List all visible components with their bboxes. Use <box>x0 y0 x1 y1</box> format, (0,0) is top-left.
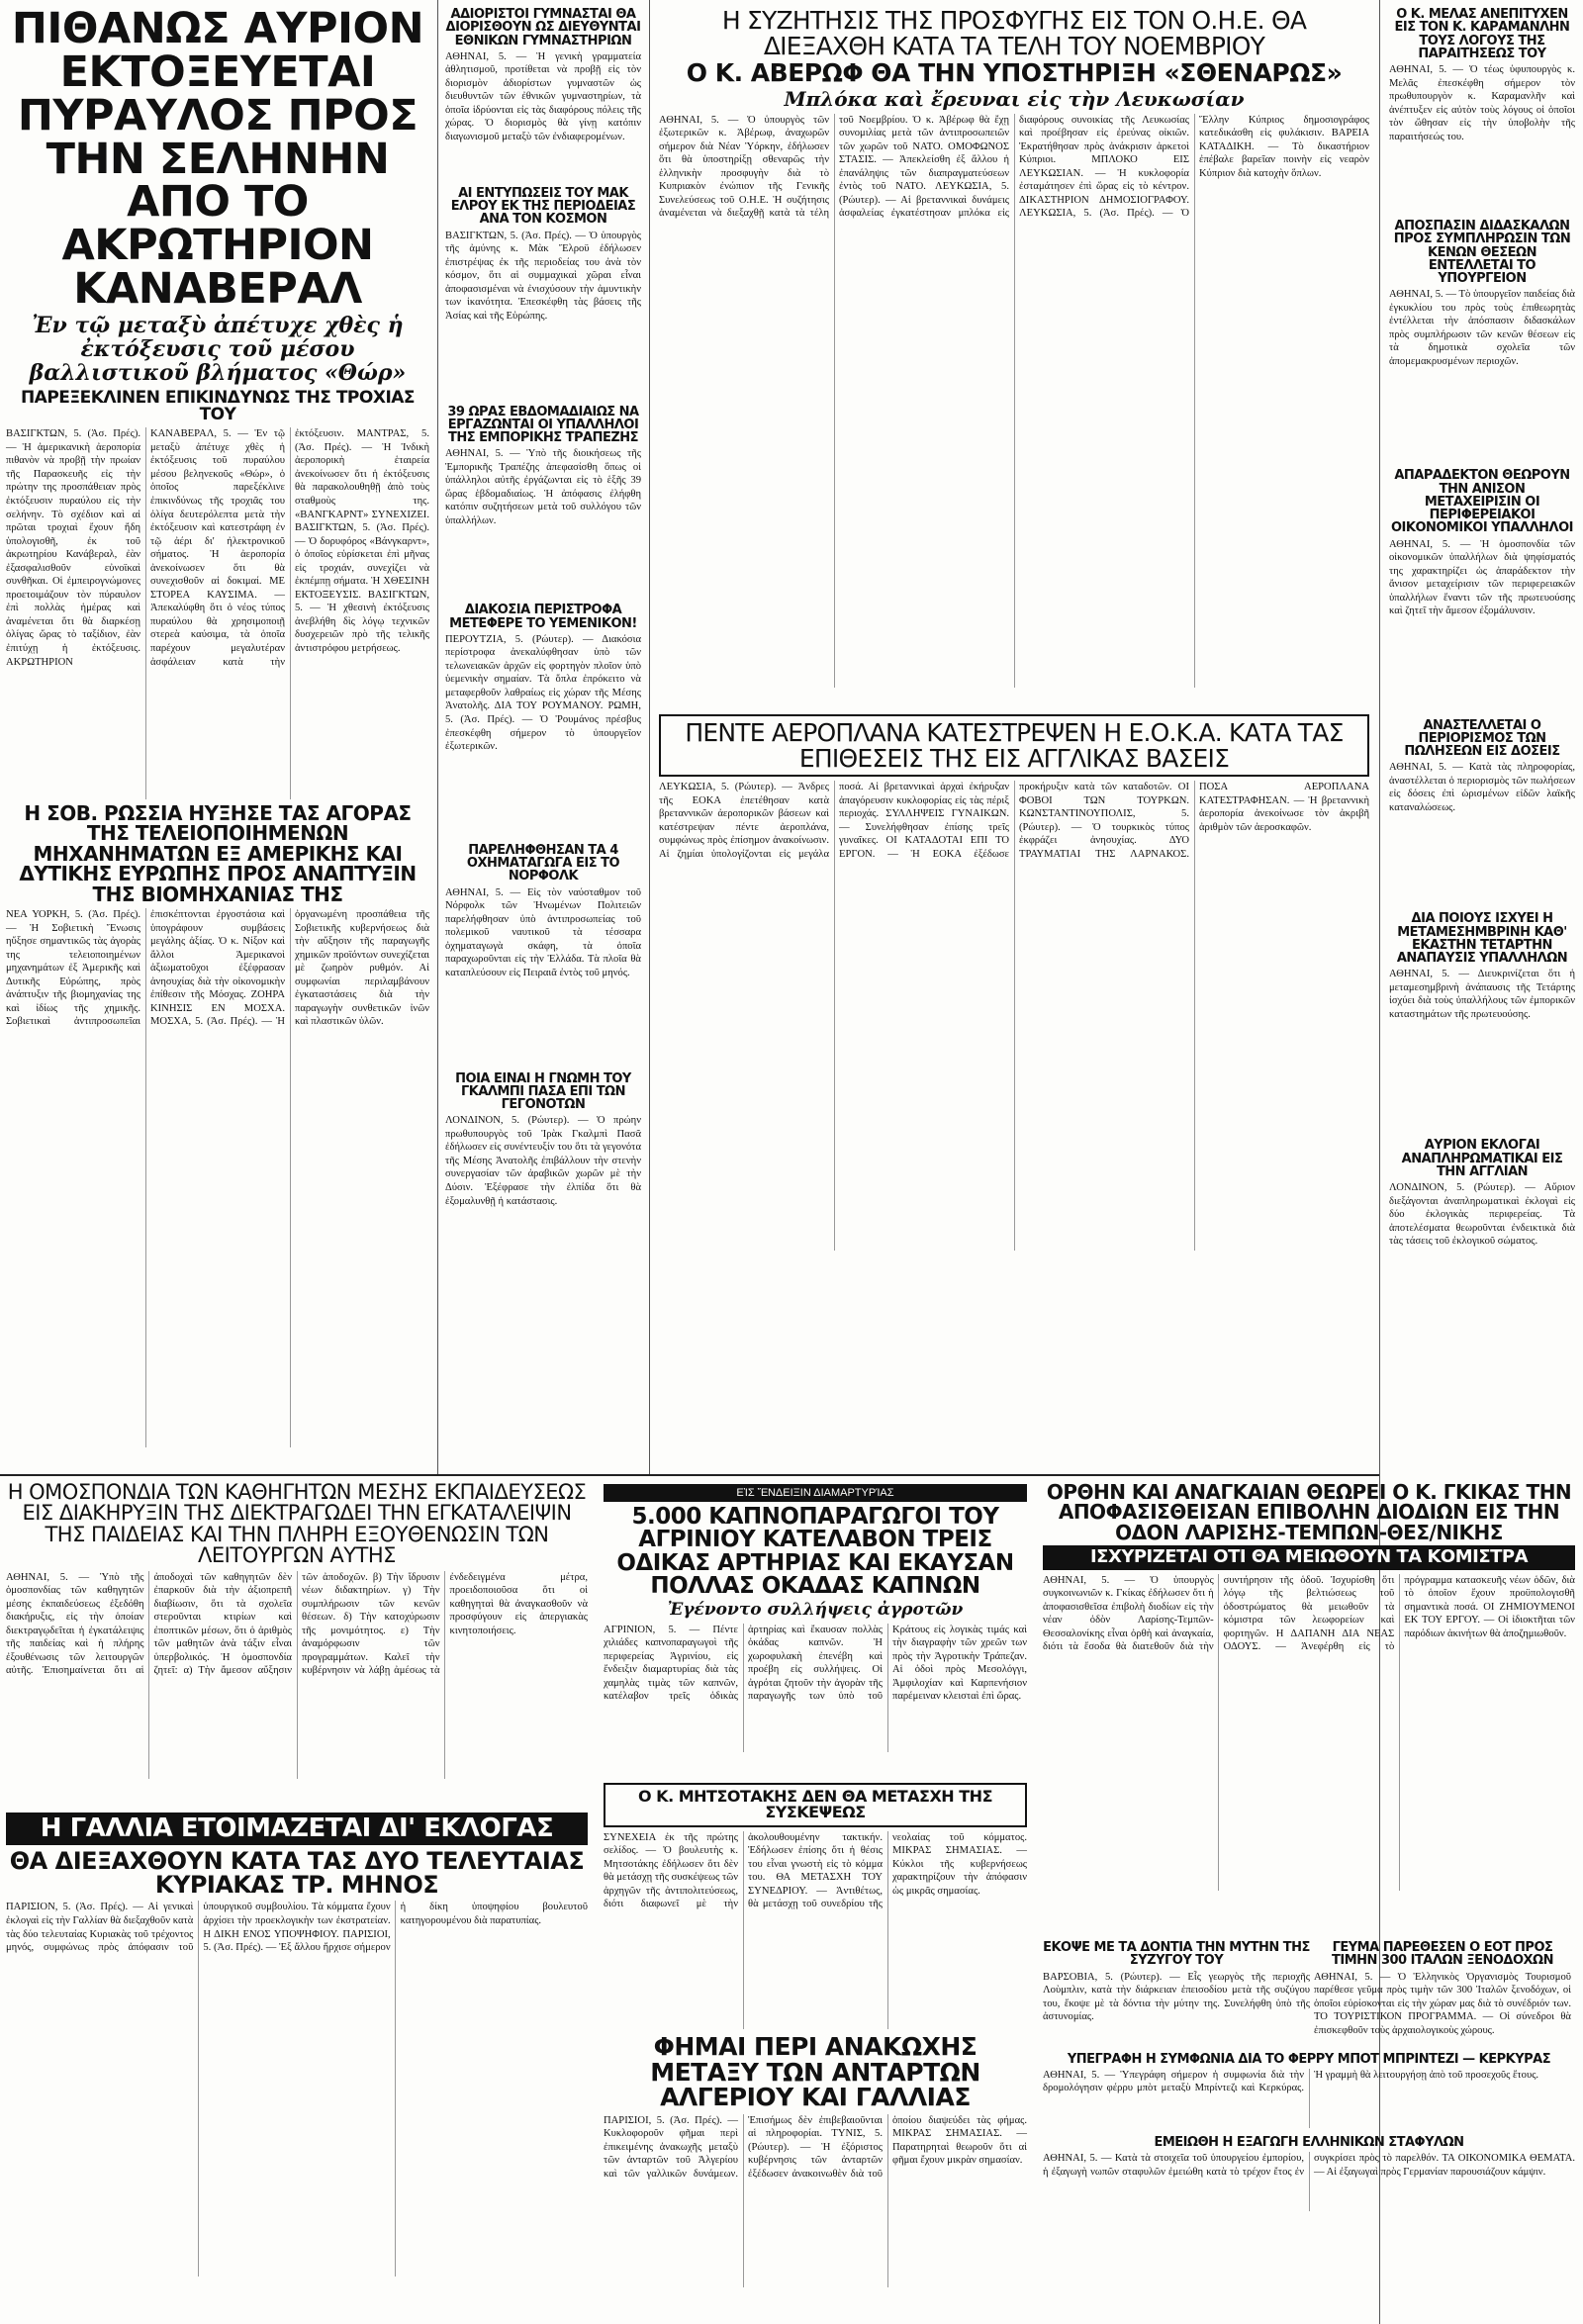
article-headline: ΔΙΑΚΟΣΙΑ ΠΕΡΙΣΤΡΟΦΑ ΜΕΤΕΦΕΡΕ ΤΟ ΥΕΜΕΝΙΚΟΝ! <box>449 603 637 631</box>
article-body: ΛΟΝΔΙΝΟΝ, 5. (Ρώυτερ). — Αὔριον διεξάγονται ἀναπληρωματικαὶ ἐκλογαὶ εἰς δύο ἐκλογικὰς περιφερείας. Τὰ ἀποτελέσματα θεωροῦνται ἐνδεικτικὰ διὰ τὰς τάσεις τοῦ ἐκλογικοῦ σώματος. <box>1389 1182 1575 1248</box>
article-kicker: ΕἸΣ ἜΝΔΕΙΞΙΝ ΔΙΑΜΑΡΤΥΡΊΑΣ <box>604 1484 1027 1502</box>
article-body: ΑΘΗΝΑΙ, 5. — Ὑπὸ τῆς διοικήσεως τῆς Ἐμπορικῆς Τραπέζης ἀπεφασίσθη ὅπως οἱ ὑπάλληλοι αὐτῆς ἐργάζωνται εἰς τὸ ἑξῆς 39 ὥρας ἑβδομαδιαίως. Ἡ ἀπόφασις ἐλήφθη κατόπιν συζητήσεων μετὰ τοῦ συλλόγου τῶν ὑπαλλήλων. <box>445 448 641 526</box>
article-mitsotakis <box>598 1783 1033 2030</box>
article-grape-exports <box>1043 2136 1575 2211</box>
article-moon-rocket <box>0 8 435 799</box>
article-body: ΑΘΗΝΑΙ, 5. — Τὸ ὑπουργεῖον παιδείας διὰ ἐγκυκλίου του πρὸς τοὺς ἐπιθεωρητὰς ἐντέλλεται τὴν ἀπόσπασιν διδασκάλων πρὸς συμπλήρωσιν τῶν κενῶν θέσεων εἰς τὰ δημοτικὰ σχολεῖα τῶν ἀπομεμακρυσμένων περιοχῶν. <box>1389 289 1575 367</box>
article-france-elections <box>0 1813 594 2319</box>
article-headline: ΕΚΟΨΕ ΜΕ ΤΑ ΔΟΝΤΙΑ ΤΗΝ ΜΥΤΗΝ ΤΗΣ ΣΥΖΥΓΟΥ ΤΟΥ <box>1043 1941 1310 1969</box>
article-body: ΝΕΑ ΥΟΡΚΗ, 5. (Ἀσ. Πρές). — Ἡ Σοβιετικὴ Ἕνωσις ηὔξησε σημαντικῶς τὰς ἀγορὰς της τελειοποιημένων μηχανημάτων ἐξ Ἀμερικῆς καὶ Δυτικῆς Εὐρώπης, πρὸς ἀνάπτυξιν τῆς βιομηχανίας της καὶ ἰδίως τῆς χημικῆς. Σοβιετικαὶ ἀντιπροσωπεῖαι ἐπισκέπτονται ἐργοστάσια καὶ ὑπογράφουν συμβάσεις μεγάλης ἀξίας. Ὁ κ. Νίξον καὶ ἄλλοι Ἀμερικανοὶ ἀξιωματοῦχοι ἐξέφρασαν ἀνησυχίας διὰ τὴν οἰκονομικὴν ἐπίθεσιν τῆς Μόσχας. ΖΟΗΡΑ ΚΙΝΗΣΙΣ ΕΝ ΜΟΣΧΑ. ΜΟΣΧΑ, 5. (Ἀσ. Πρές). — Ἡ ὀργανωμένη προσπάθεια τῆς Σοβιετικῆς κυβερνήσεως διὰ τὴν αὔξησιν τῆς παραγωγῆς χημικῶν προϊόντων συνεχίζεται μὲ ζωηρὸν ρυθμόν. Αἱ συμφωνίαι περιλαμβάνουν ἐγκαταστάσεις διὰ τὴν παραγωγὴν συνθετικῶν ἰνῶν καὶ πλαστικῶν ὑλῶν. <box>6 908 429 1028</box>
article-body: ΠΕΡΟΥΤΖΙΑ, 5. (Ρώυτερ). — Διακόσια περίστροφα ἀνεκαλύφθησαν ὑπὸ τῶν τελωνειακῶν ἀρχῶν εἰς φορτηγὸν πλοῖον ὑπὸ ὑεμενικὴν σημαίαν. Τὰ ὅπλα ἐπρόκειτο νὰ μεταφερθοῦν λαθραίως εἰς χώραν τῆς Μέσης Ἀνατολῆς. ΔΙΑ ΤΟΥ ΡΟΥΜΑΝΟΥ. ΡΩΜΗ, 5. (Ἀσ. Πρές). — Ὁ Ῥουμάνος πρέσβυς ἐπεσκέφθη σήμερον τὸ ὑπουργεῖον ἐξωτερικῶν. <box>445 633 641 753</box>
article-eoka-aircraft <box>653 714 1375 1268</box>
lower-right-column <box>1037 1941 1581 2319</box>
article-gikas-tolls <box>1037 1482 1581 1937</box>
article-body: ΑΘΗΝΑΙ, 5. — Ὑπεγράφη σήμερον ἡ συμφωνία διὰ τὴν δρομολόγησιν φέρρυ μπὸτ μεταξὺ Μπρίντεζι καὶ Κερκύρας. Ἡ γραμμὴ θὰ λειτουργήσῃ ἀπὸ τοῦ προσεχοῦς ἔτους. <box>1043 2069 1539 2094</box>
article-headline-secondary: ΘΑ ΔΙΕΞΑΧΘΟΥΝ ΚΑΤΑ ΤΑΣ ΔΥΟ ΤΕΛΕΥΤΑΙΑΣ ΚΥΡΙΑΚΑΣ ΤΡ. ΜΗΝΟΣ <box>9 1846 585 1899</box>
article-headline: ΥΠΕΓΡΑΦΗ Η ΣΥΜΦΩΝΙΑ ΔΙΑ ΤΟ ΦΕΡΡΥ ΜΠΟΤ ΜΠΡΙΝΤΕΖΙ — ΚΕΡΚΥΡΑΣ <box>1067 2051 1551 2067</box>
article-body: ΑΓΡΙΝΙΟΝ, 5. — Πέντε χιλιάδες καπνοπαραγωγοὶ τῆς περιφερείας Ἀγρινίου, εἰς ἔνδειξιν διαμαρτυρίας διὰ τὰς χαμηλὰς τιμὰς τῶν καπνῶν, κατέλαβον τρεῖς ὁδικὰς ἀρτηρίας καὶ ἔκαυσαν πολλὰς ὀκάδας καπνῶν. Ἡ χωροφυλακὴ ἐπενέβη καὶ προέβη εἰς συλλήψεις. Οἱ ἀγρόται ζητοῦν τὴν ἀγορὰν τῆς παραγωγῆς των ὑπὸ τοῦ Κράτους εἰς λογικὰς τιμάς καὶ τὴν διαγραφὴν τῶν χρεῶν των πρὸς τὴν Ἀγροτικὴν Τράπεζαν. Αἱ ὁδοὶ πρὸς Μεσολόγγι, Ἀμφιλοχίαν καὶ Καρπενήσιον παρέμειναν κλεισταὶ ἐπὶ ὥρας. <box>604 1624 1027 1703</box>
article-headline: ΠΙΘΑΝΩΣ ΑΥΡΙΟΝ ΕΚΤΟΞΕΥΕΤΑΙ ΠΥΡΑΥΛΟΣ ΠΡΟΣ ΤΗΝ ΣΕΛΗΝΗΝ ΑΠΟ ΤΟ ΑΚΡΩΤΗΡΙΟΝ ΚΑΝΑΒΕΡΑΛ <box>11 8 424 315</box>
article-tobacco-growers <box>598 1482 1033 1779</box>
article-ferry-agreement <box>1043 2053 1575 2128</box>
column-rule <box>649 0 650 1474</box>
article-algeria-truce <box>598 2034 1033 2319</box>
article-body: ΠΑΡΙΣΙΟΝ, 5. (Ἀσ. Πρές). — Αἱ γενικαὶ ἐκλογαὶ εἰς τὴν Γαλλίαν θὰ διεξαχθοῦν κατὰ τὰς δύο τελευταίας Κυριακὰς τοῦ τρέχοντος μηνός, συμφώνως πρὸς ἀπόφασιν τοῦ ὑπουργικοῦ συμβουλίου. Τὰ κόμματα ἔχουν ἀρχίσει τὴν προεκλογικὴν των ἐκστρατείαν. Η ΔΙΚΗ ΕΝΟΣ ΥΠΟΨΗΦΙΟΥ. ΠΑΡΙΣΙΟΙ, 5. (Ἀσ. Πρές). — Ἐξ ἄλλου ἤρχισε σήμερον ἡ δίκη ὑποψηφίου βουλευτοῦ κατηγορουμένου διὰ παρατυπίας. <box>6 1902 588 1954</box>
middle-column <box>439 8 647 1468</box>
article-subheadline: Μπλόκα καὶ ἔρευναι εἰς τὴν Λευκωσίαν <box>784 86 1245 111</box>
article-headline: Ο Κ. ΜΕΛΑΣ ΑΝΕΠΙΤΥΧΕΝ ΕΙΣ ΤΟΝ Κ. ΚΑΡΑΜΑΝΛΗΝ ΤΟΥΣ ΛΟΓΟΥΣ ΤΗΣ ΠΑΡΑΙΤΗΣΕΩΣ ΤΟΥ <box>1394 8 1570 61</box>
article-headline: ΑΔΙΟΡΙΣΤΟΙ ΓΥΜΝΑΣΤΑΙ ΘΑ ΔΙΟΡΙΣΘΟΥΝ ΩΣ ΔΙΕΥΘΥΝΤΑΙ ΕΘΝΙΚΩΝ ΓΥΜΝΑΣΤΗΡΙΩΝ <box>445 8 641 48</box>
article-headline: 39 ΩΡΑΣ ΕΒΔΟΜΑΔΙΑΙΩΣ ΝΑ ΕΡΓΑΖΩΝΤΑΙ ΟΙ ΥΠΑΛΛΗΛΟΙ ΤΗΣ ΕΜΠΟΡΙΚΗΣ ΤΡΑΠΕΖΗΣ <box>447 404 639 445</box>
article-teacher-secondment <box>1389 220 1575 461</box>
article-body: ΣΥΝΕΧΕΙΑ ἐκ τῆς πρώτης σελίδος. — Ὁ βουλευτὴς κ. Μητσοτάκης ἐδήλωσεν ὅτι δὲν θὰ μετάσχῃ τῆς συσκέψεως τῶν ἀρχηγῶν τῆς ἀντιπολιτεύσεως, διότι διαφωνεῖ μὲ τὴν ἀκολουθουμένην τακτικήν. Ἐδήλωσεν ἐπίσης ὅτι ἡ θέσις του εἶναι γνωστὴ εἰς τὸ κόμμα του. ΘΑ ΜΕΤΑΣΧΗ ΤΟΥ ΣΥΝΕΔΡΙΟΥ. — Ἀντιθέτως, θὰ μετάσχῃ τοῦ συνεδρίου τῆς νεολαίας τοῦ κόμματος. ΜΙΚΡΑΣ ΣΗΜΑΣΙΑΣ. — Κύκλοι τῆς κυβερνήσεως χαρακτηρίζουν τὴν ἀπόφασιν ὡς μικρᾶς σημασίας. <box>604 1831 1027 1910</box>
article-body: ΑΘΗΝΑΙ, 5. — Ὁ τέως ὑφυπουργὸς κ. Μελᾶς ἐπεσκέφθη σήμερον τὸν πρωθυπουργὸν κ. Καραμανλῆν καὶ ἀνέπτυξεν εἰς αὐτὸν τοὺς λόγους οἱ ὁποῖοι τὸν ὤθησαν εἰς τὴν ὑποβολὴν τῆς παραιτήσεώς του. <box>1389 64 1575 142</box>
article-wednesday-rest <box>1389 912 1575 1131</box>
article-body: ΛΟΝΔΙΝΟΝ, 5. (Ρώυτερ). — Ὁ πρώην πρωθυπουργὸς τοῦ Ἰρὰκ Γκαλμπὶ Πασᾶ ἐδήλωσεν εἰς συνέντευξίν του ὅτι τὰ γεγονότα τῆς Μέσης Ἀνατολῆς ἐπιβάλλουν τὴν στενὴν συνεργασίαν τῶν ἀραβικῶν χωρῶν μὲ τὴν Δύσιν. Ἐξέφρασε τὴν ἐλπίδα ὅτι θὰ ἐξομαλυνθῇ ἡ κατάστασις. <box>445 1115 641 1207</box>
article-body: ΑΘΗΝΑΙ, 5. — Ὑπὸ τῆς ὁμοσπονδίας τῶν καθηγητῶν μέσης ἐκπαιδεύσεως ἐξεδόθη διακήρυξις, εἰς τὴν ὁποίαν διεκτραγῳδεῖται ἡ ἐγκατάλειψις τῆς παιδείας καὶ ἡ πλήρης ἐξουθένωσις τῶν λειτουργῶν αὐτῆς. Ἐπισημαίνεται ὅτι αἱ ἀποδοχαὶ τῶν καθηγητῶν δὲν ἐπαρκοῦν διὰ τὴν ἀξιοπρεπῆ διαβίωσιν, ὅτι τὰ σχολεῖα στεροῦνται κτιρίων καὶ ἐποπτικῶν μέσων, ὅτι ὁ ἀριθμὸς τῶν μαθητῶν ἀνὰ τάξιν εἶναι ὑπερβολικός. Ἡ ὁμοσπονδία ζητεῖ: α) Τὴν ἄμεσον αὔξησιν τῶν ἀποδοχῶν. β) Τὴν ἵδρυσιν νέων διδακτηρίων. γ) Τὴν συμπλήρωσιν τῶν κενῶν θέσεων. δ) Τὴν κατοχύρωσιν τῆς μονιμότητος. ε) Τὴν ἀναμόρφωσιν τῶν προγραμμάτων. Καλεῖ τὴν κυβέρνησιν νὰ λάβῃ ἀμέσως τὰ ἐνδεδειγμένα μέτρα, προειδοποιοῦσα ὅτι οἱ καθηγηταὶ θὰ ἀναγκασθοῦν νὰ προσφύγουν εἰς ἀπεργιακὰς κινητοποιήσεις. <box>6 1571 588 1677</box>
article-kicker: ΠΑΡΕΞΕΚΛΙΝΕΝ ΕΠΙΚΙΝΔΥΝΩΣ ΤΗΣ ΤΡΟΧΙΑΣ ΤΟΥ <box>20 387 416 424</box>
article-unappointed-gymnasts <box>445 8 641 179</box>
article-headline: ΑΝΑΣΤΕΛΛΕΤΑΙ Ο ΠΕΡΙΟΡΙΣΜΟΣ ΤΩΝ ΠΩΛΗΣΕΩΝ ΕΙΣ ΔΟΣΕΙΣ <box>1404 717 1560 759</box>
article-ussr-machinery <box>0 803 435 1471</box>
article-headline: Η ΣΟΒ. ΡΩΣΣΙΑ ΗΥΞΗΣΕ ΤΑΣ ΑΓΟΡΑΣ ΤΗΣ ΤΕΛΕΙΟΠΟΙΗΜΕΝΩΝ ΜΗΧΑΝΗΜΑΤΩΝ ΕΞ ΑΜΕΡΙΚΗΣ ΚΑΙ ΔΥΤΙΚΗΣ ΕΥΡΩΠΗΣ ΠΡΟΣ ΑΝΑΠΤΥΞΙΝ ΤΗΣ ΒΙΟΜΗΧΑΝΙΑΣ ΤΗΣ <box>19 803 417 906</box>
article-headline: 5.000 ΚΑΠΝΟΠΑΡΑΓΩΓΟΙ ΤΟΥ ΑΓΡΙΝΙΟΥ ΚΑΤΕΛΑΒΟΝ ΤΡΕΙΣ ΟΔΙΚΑΣ ΑΡΤΗΡΙΑΣ ΚΑΙ ΕΚΑΥΣΑΝ ΠΟΛΛΑΣ ΟΚΑΔΑΣ ΚΑΠΝΩΝ <box>616 1504 1014 1600</box>
article-teachers-federation <box>0 1482 594 1809</box>
article-body: ΠΑΡΙΣΙΟΙ, 5. (Ἀσ. Πρές). — Κυκλοφοροῦν φῆμαι περὶ ἐπικειμένης ἀνακωχῆς μεταξὺ τῶν ἀνταρτῶν τοῦ Ἀλγερίου καὶ τῶν γαλλικῶν δυνάμεων. Ἐπισήμως δὲν ἐπιβεβαιοῦνται αἱ πληροφορίαι. ΤΥΝΙΣ, 5. (Ρώυτερ). — Ἡ ἐξόριστος κυβέρνησις τῶν ἀνταρτῶν ἐξέδωσεν ἀνακοινωθὲν διὰ τοῦ ὁποίου διαψεύδει τὰς φήμας. ΜΙΚΡΑΣ ΣΗΜΑΣΙΑΣ. — Παρατηρηταὶ θεωροῦν ὅτι αἱ φῆμαι ἔχουν μικρὰν σημασίαν. <box>604 2114 1027 2180</box>
article-installment-sales <box>1389 719 1575 905</box>
article-headline-secondary: Ο Κ. ΑΒΕΡΩΦ ΘΑ ΤΗΝ ΥΠΟΣΤΗΡΙΞΗ «ΣΘΕΝΑΡΩΣ» <box>686 58 1343 87</box>
article-body: ΑΘΗΝΑΙ, 5. — Διευκρινίζεται ὅτι ἡ μεταμεσημβρινὴ ἀνάπαυσις τῆς Τετάρτης ἰσχύει διὰ τοὺς ὑπαλλήλους τῶν ἐμπορικῶν καταστημάτων τῆς πρωτευούσης. <box>1389 969 1575 1020</box>
article-headline: ΑΠΑΡΑΔΕΚΤΟΝ ΘΕΩΡΟΥΝ ΤΗΝ ΑΝΙΣΟΝ ΜΕΤΑΧΕΙΡΙΣΙΝ ΟΙ ΠΕΡΙΦΕΡΕΙΑΚΟΙ ΟΙΚΟΝΟΜΙΚΟΙ ΥΠΑΛΛΗΛΟΙ <box>1390 468 1573 536</box>
article-body: ΒΑΣΙΓΚΤΩΝ, 5. (Ἀσ. Πρές). — Ἡ ἀμερικανικὴ ἀεροπορία πιθανὸν νὰ προβῇ τὴν πρωίαν τῆς Παρασκευῆς εἰς τὴν πρώτην της προσπάθειαν πρὸς ἐκτόξευσιν πυραύλου εἰς τὴν σελήνην. Τὸ σχέδιον καὶ αἱ πρῶται τροχιαὶ ἔχουν ἤδη ὑπολογισθῆ, ἐκ τοῦ ἀκρωτηρίου Κανάβεραλ, ἐὰν ἐξασφαλισθοῦν εὐνοϊκαὶ συνθῆκαι. Οἱ ἐμπειρογνώμονες προετοιμάζουν τὸν πύραυλον ἐπὶ πολλὰς ἡμέρας καὶ ἀναμένεται ὅτι θὰ διαρκέσῃ ὀλίγας ὥρας τὸ ταξίδιον, ἐὰν ἐπιτύχῃ ἡ ἐκτόξευσις. ΑΚΡΩΤΗΡΙΟΝ ΚΑΝΑΒΕΡΑΛ, 5. — Ἐν τῷ μεταξὺ ἀπέτυχε χθὲς ἡ ἐκτόξευσις τοῦ πυραύλου μέσου βεληνεκοῦς «Θώρ», ὁ ὁποῖος παρεξέκλινε ἐπικινδύνως τῆς τροχιᾶς του ὀλίγα δευτερόλεπτα μετὰ τὴν ἐκτόξευσιν καὶ κατεστράφη ἐν τῷ ἀέρι δι' ἠλεκτρονικοῦ σήματος. Ἡ ἀεροπορία ἀνεκοίνωσεν ὅτι θὰ συνεχισθοῦν αἱ δοκιμαί. ΜΕ ΣΤΟΡΕΑ ΚΑΥΣΙΜΑ. — Ἀπεκαλύφθη ὅτι ὁ νέος τύπος πυραύλου θὰ χρησιμοποιῇ στερεὰ καύσιμα, τὰ ὁποῖα παρέχουν μεγαλυτέραν ἀσφάλειαν κατὰ τὴν ἐκτόξευσιν. ΜΑΝΤΡΑΣ, 5. (Ἀσ. Πρές). — Ἡ Ἰνδικὴ ἀεροπορικὴ ἑταιρεία ἀνεκοίνωσεν ὅτι ἡ ἐκτόξευσις θὰ παρακολουθηθῇ ἀπὸ τοὺς σταθμοὺς της. «ΒΑΝΓΚΑΡΝΤ» ΣΥΝΕΧΙΖΕΙ. ΒΑΣΙΓΚΤΩΝ, 5. (Ἀσ. Πρές). — Ὁ δορυφόρος «Βάνγκαρντ», ὁ ὁποῖος εὑρίσκεται ἐπὶ μῆνας εἰς τροχιάν, συνεχίζει νὰ ἐκπέμπῃ σήματα. Ἡ ΧΘΕΣΙΝΗ ΕΚΤΟΞΕΥΣΙΣ. ΒΑΣΙΓΚΤΩΝ, 5. — Ἡ χθεσινὴ ἐκτόξευσις ἀνεβλήθη δὶς λόγῳ τεχνικῶν δυσχερειῶν πρὸ τῆς τελικῆς ἀντιστρόφου μετρήσεως. <box>6 428 429 668</box>
article-headline: ΕΜΕΙΩΘΗ Η ΕΞΑΓΩΓΗ ΕΛΛΗΝΙΚΩΝ ΣΤΑΦΥΛΩΝ <box>1154 2134 1464 2150</box>
article-body: ΑΘΗΝΑΙ, 5. — Ὁ Ἑλληνικὸς Ὀργανισμὸς Τουρισμοῦ παρέθεσε γεῦμα πρὸς τιμὴν τῶν 300 Ἰταλῶν ξενοδόχων, οἱ ὁποῖοι εὑρίσκονται εἰς τὴν χώραν μας διὰ τὸ συνέδριόν των. ΤΟ ΤΟΥΡΙΣΤΙΚΟΝ ΠΡΟΓΡΑΜΜΑ. — Οἱ σύνεδροι θὰ ἐπισκεφθοῦν τοὺς ἀρχαιολογικοὺς χώρους. <box>1314 1971 1571 2036</box>
article-headline: ΔΙΑ ΠΟΙΟΥΣ ΙΣΧΥΕΙ Η ΜΕΤΑΜΕΣΗΜΒΡΙΝΗ ΚΑΘ' ΕΚΑΣΤΗΝ ΤΕΤΑΡΤΗΝ ΑΝΑΠΑΥΣΙΣ ΥΠΑΛΛΗΛΩΝ <box>1396 911 1568 966</box>
article-by-elections <box>1389 1139 1575 1330</box>
section-rule <box>0 1474 1379 1476</box>
article-subheadline: Ἐν τῷ μεταξὺ ἀπέτυχε χθὲς ἡ ἐκτόξευσις τοῦ μέσου βαλλιστικοῦ βλήματος «Θώρ» <box>29 313 407 387</box>
article-headline: ΑΠΟΣΠΑΣΙΝ ΔΙΔΑΣΚΑΛΩΝ ΠΡΟΣ ΣΥΜΠΛΗΡΩΣΙΝ ΤΩΝ ΚΕΝΩΝ ΘΕΣΕΩΝ ΕΝΤΕΛΛΕΤΑΙ ΤΟ ΥΠΟΥΡΓΕΙΟΝ <box>1393 219 1571 286</box>
right-column <box>1383 8 1581 1468</box>
article-nose-biting <box>1043 1941 1310 2045</box>
article-body: ΑΘΗΝΑΙ, 5. — Ἡ γενικὴ γραμματεία ἀθλητισμοῦ, προτίθεται νὰ προβῇ εἰς τὸν διορισμὸν ἀδιορίστων γυμναστῶν ὡς διευθυντῶν τῶν ἐθνικῶν γυμναστηρίων, τὰ ὁποῖα ἱδρύονται εἰς τὰς διαφόρους πόλεις τῆς χώρας. Ὁ διορισμὸς θὰ γίνῃ κατόπιν διαγωνισμοῦ μεταξὺ τῶν ἐνδιαφερομένων. <box>445 50 641 143</box>
article-yemeni-revolvers <box>445 604 641 836</box>
article-body: ΑΘΗΝΑΙ, 5. — Ἡ ὁμοσπονδία τῶν οἰκονομικῶν ὑπαλλήλων διὰ ψηφίσματός της χαρακτηρίζει ὡς ἀπαράδεκτον τὴν ἄνισον μεταχείρισιν τῶν περιφερειακῶν ὑπαλλήλων ἔναντι τῶν τῆς πρωτευούσης καὶ ζητεῖ τὴν ἄμεσον ἐξομάλυνσιν. <box>1389 538 1575 617</box>
article-body: ΑΘΗΝΑΙ, 5. — Κατὰ τὰς πληροφορίας, ἀναστέλλεται ὁ περιορισμὸς τῶν πωλήσεων εἰς δόσεις ἐπὶ ὡρισμένων εἰδῶν λαϊκῆς καταναλώσεως. <box>1389 762 1575 813</box>
article-headline: ΠΑΡΕΛΗΦΘΗΣΑΝ ΤΑ 4 ΟΧΗΜΑΤΑΓΩΓΑ ΕΙΣ ΤΟ ΝΟΡΦΟΛΚ <box>466 842 620 884</box>
article-headline: ΑΥΡΙΟΝ ΕΚΛΟΓΑΙ ΑΝΑΠΛΗΡΩΜΑΤΙΚΑΙ ΕΙΣ ΤΗΝ ΑΓΓΛΙΑΝ <box>1401 1138 1563 1179</box>
column-rule <box>437 0 438 1474</box>
article-headline: Η ΟΜΟΣΠΟΝΔΙΑ ΤΩΝ ΚΑΘΗΓΗΤΩΝ ΜΕΣΗΣ ΕΚΠΑΙΔΕΥΣΕΩΣ ΕΙΣ ΔΙΑΚΗΡΥΞΙΝ ΤΗΣ ΔΙΕΚΤΡΑΓΩΔΕΙ ΤΗΝ ΕΓΚΑΤΑΛΕΙΨΙΝ ΤΗΣ ΠΑΙΔΕΙΑΣ ΚΑΙ ΤΗΝ ΠΛΗΡΗ ΕΞΟΥΘΕΝΩΣΙΝ ΤΩΝ ΛΕΙΤΟΥΡΓΩΝ ΑΥΤΗΣ <box>7 1482 587 1568</box>
article-bank-hours <box>445 406 641 597</box>
article-body: ΑΘΗΝΑΙ, 5. — Ὁ ὑπουργὸς συγκοινωνιῶν κ. Γκίκας ἐδήλωσεν ὅτι ἡ ἀποφασισθεῖσα ἐπιβολὴ διοδίων εἰς τὴν νέαν ὁδὸν Λαρίσης-Τεμπῶν-Θεσσαλονίκης εἶναι ὀρθὴ καὶ ἀναγκαία, διότι τὰ ἔσοδα θὰ διατεθοῦν διὰ τὴν συντήρησιν τῆς ὁδοῦ. Ἰσχυρίσθη ὅτι λόγῳ τῆς βελτιώσεως τοῦ ὁδοστρώματος θὰ μειωθοῦν τὰ κόμιστρα τῶν λεωφορείων καὶ φορτηγῶν. Η ΔΑΠΑΝΗ ΔΙΑ ΝΕΑΣ ΟΔΟΥΣ. — Ἀνεφέρθη εἰς τὸ πρόγραμμα κατασκευῆς νέων ὁδῶν, διὰ τὸ ὁποῖον ἔχουν προϋπολογισθῆ σημαντικὰ ποσά. ΟΙ ΖΗΜΙΟΥΜΕΝΟΙ ΕΚ ΤΟΥ ΕΡΓΟΥ. — Οἱ ἰδιοκτῆται τῶν παρόδιων ἀκινήτων θὰ ἀποζημιωθοῦν. <box>1043 1574 1575 1653</box>
article-body: ΒΑΣΙΓΚΤΩΝ, 5. (Ἀσ. Πρές). — Ὁ ὑπουργὸς τῆς ἀμύνης κ. Μὰκ Ἔλροϋ ἐδήλωσεν ἐπιστρέψας ἐκ τῆς περιοδείας του ἀνὰ τὸν κόσμον, ὅτι αἱ συμμαχικαὶ χῶραι εἶναι ἀποφασισμέναι νὰ ἐνισχύσουν τὴν ἀμυντικὴν των ἱκανότητα. Ἐπεσκέφθη τὰς βάσεις τῆς Ἀσίας καὶ τῆς Εὐρώπης. <box>445 230 641 322</box>
article-unequal-treatment <box>1389 469 1575 710</box>
article-body: ΑΘΗΝΑΙ, 5. — Ὁ ὑπουργὸς τῶν ἐξωτερικῶν κ. Ἀβέρωφ, ἀναχωρῶν σήμερον διὰ Νέαν Ὑόρκην, ἐδήλωσεν ὅτι θὰ ὑποστηρίξῃ σθεναρῶς τὴν ἑλληνικὴν προσφυγὴν διὰ τὸ Κυπριακὸν ἐνώπιον τῆς Γενικῆς Συνελεύσεως τοῦ Ο.Η.Ε. Ἡ συζήτησις ἀναμένεται νὰ διεξαχθῇ κατὰ τὰ τέλη τοῦ Νοεμβρίου. Ὁ κ. Ἀβέρωφ θὰ ἔχῃ συνομιλίας μετὰ τῶν ἀντιπροσωπειῶν τῶν χωρῶν τοῦ ΝΑΤΟ. ΟΜΟΦΩΝΟΣ ΣΤΑΣΙΣ. — Ἀπεκλείσθη ἐξ ἄλλου ἡ ἐπανάληψις τῶν διαπραγματεύσεων ἐντὸς τοῦ ΝΑΤΟ. ΛΕΥΚΩΣΙΑ, 5. (Ρώυτερ). — Αἱ βρεταννικαὶ δυνάμεις ἀσφαλείας ἐγκατέστησαν μπλόκα εἰς διαφόρους συνοικίας τῆς Λευκωσίας καὶ προέβησαν εἰς ἐρεύνας οἰκιῶν. Ἐκρατήθησαν πρὸς ἀνάκρισιν ἀρκετοὶ Κύπριοι. ΜΠΛΟΚΟ ΕΙΣ ΛΕΥΚΩΣΙΑΝ. — Ἡ κυκλοφορία ἐσταμάτησεν ἐπὶ ὥρας εἰς τὸ κέντρον. ΔΙΚΑΣΤΗΡΙΟΝ ΔΗΜΟΣΙΟΓΡΑΦΟΥ. ΛΕΥΚΩΣΙΑ, 5. (Ἀσ. Πρές). — Ὁ Ἕλλην Κύπριος δημοσιογράφος κατεδικάσθη εἰς φυλάκισιν. ΒΑΡΕΙΑ ΚΑΤΑΔΙΚΗ. — Τὸ δικαστήριον ἐπέβαλε βαρεῖαν ποινὴν εἰς νεαρὸν Κύπριον διὰ κατοχὴν ὅπλων. <box>659 114 1369 220</box>
article-italian-hoteliers <box>1314 1941 1571 2045</box>
article-melas-resignation <box>1389 8 1575 212</box>
article-headline: ΑΙ ΕΝΤΥΠΩΣΕΙΣ ΤΟΥ ΜΑΚ ΕΛΡΟΥ ΕΚ ΤΗΣ ΠΕΡΙΟΔΕΙΑΣ ΑΝΑ ΤΟΝ ΚΟΣΜΟΝ <box>450 185 636 228</box>
article-galbi-pasha <box>445 1072 641 1288</box>
article-headline: Η ΓΑΛΛΙΑ ΕΤΟΙΜΑΖΕΤΑΙ ΔΙ' ΕΚΛΟΓΑΣ <box>6 1813 588 1845</box>
article-headline: ΠΟΙΑ ΕΙΝΑΙ Η ΓΝΩΜΗ ΤΟΥ ΓΚΑΛΜΠΙ ΠΑΣΑ ΕΠΙ ΤΩΝ ΓΕΓΟΝΟΤΩΝ <box>455 1070 631 1112</box>
article-subheadline: Ἐγένοντο συλλήψεις ἀγροτῶν <box>667 1599 964 1620</box>
article-body: ΒΑΡΣΟΒΙΑ, 5. (Ρώυτερ). — Εἷς γεωργὸς τῆς περιοχῆς Λοὺμπλιν, κατὰ τὴν διάρκειαν ἐπεισοδίου μετὰ τῆς συζύγου του, ἔκοψε μὲ τὰ δόντια τὴν μύτην της. Συνελήφθη ὑπὸ τῆς ἀστυνομίας. <box>1043 1971 1310 2023</box>
article-headline: ΓΕΥΜΑ ΠΑΡΕΘΕΣΕΝ Ο ΕΟΤ ΠΡΟΣ ΤΙΜΗΝ 300 ΙΤΑΛΩΝ ΞΕΝΟΔΟΧΩΝ <box>1332 1941 1553 1969</box>
article-mcelroy-impressions <box>445 187 641 398</box>
article-headline: Η ΣΥΖΗΤΗΣΙΣ ΤΗΣ ΠΡΟΣΦΥΓΗΣ ΕΙΣ ΤΟΝ Ο.Η.Ε. ΘΑ ΔΙΕΞΑΧΘΗ ΚΑΤΑ ΤΑ ΤΕΛΗ ΤΟΥ ΝΟΕΜΒΡΙΟΥ <box>721 8 1307 60</box>
article-headline: ΟΡΘΗΝ ΚΑΙ ΑΝΑΓΚΑΙΑΝ ΘΕΩΡΕΙ Ο Κ. ΓΚΙΚΑΣ ΤΗΝ ΑΠΟΦΑΣΙΣΘΕΙΣΑΝ ΕΠΙΒΟΛΗΝ ΔΙΟΔΙΩΝ ΕΙΣ ΤΗΝ ΟΔΟΝ ΛΑΡΙΣΗΣ-ΤΕΜΠΩΝ-ΘΕΣ/ΝΙΚΗΣ <box>1046 1482 1572 1544</box>
article-headline-secondary: ΙΣΧΥΡΙΖΕΤΑΙ ΟΤΙ ΘΑ ΜΕΙΩΘΟΥΝ ΤΑ ΚΟΜΙΣΤΡΑ <box>1043 1545 1575 1569</box>
article-headline: ΠΕΝΤΕ ΑΕΡΟΠΛΑΝΑ ΚΑΤΕΣΤΡΕΨΕΝ Η Ε.Ο.Κ.Α. ΚΑΤΑ ΤΑΣ ΕΠΙΘΕΣΕΙΣ ΤΗΣ ΕΙΣ ΑΓΓΛΙΚΑΣ ΒΑΣΕΙΣ <box>659 714 1369 777</box>
article-headline: Ο Κ. ΜΗΤΣΟΤΑΚΗΣ ΔΕΝ ΘΑ ΜΕΤΑΣΧΗ ΤΗΣ ΣΥΣΚΕΨΕΩΣ <box>604 1783 1027 1827</box>
article-un-recourse <box>653 8 1375 710</box>
article-norfolk-landing-craft <box>445 844 641 1065</box>
article-body: ΑΘΗΝΑΙ, 5. — Κατὰ τὰ στοιχεῖα τοῦ ὑπουργείου ἐμπορίου, ἡ ἐξαγωγὴ νωπῶν σταφυλῶν ἐμειώθη κατὰ τὸ τρέχον ἔτος ἐν συγκρίσει πρὸς τὸ παρελθόν. ΤΑ ΟΙΚΟΝΟΜΙΚΑ ΘΕΜΑΤΑ. — Αἱ ἐξαγωγαὶ πρὸς Γερμανίαν παρουσιάζουν κάμψιν. <box>1043 2153 1575 2178</box>
article-body: ΛΕΥΚΩΣΙΑ, 5. (Ρώυτερ). — Ἀνδρες τῆς ΕΟΚΑ ἐπετέθησαν κατὰ βρεταννικῶν ἀεροπορικῶν βάσεων καὶ κατέστρεψαν πέντε ἀεροπλάνα, συμφώνως πρὸς ἐπίσημον ἀνακοίνωσιν. Αἱ ζημίαι ὑπολογίζονται εἰς μεγάλα ποσά. Αἱ βρεταννικαὶ ἀρχαὶ ἐκήρυξαν ἀπαγόρευσιν κυκλοφορίας εἰς τὰς πέριξ περιοχάς. ΣΥΛΛΗΨΕΙΣ ΓΥΝΑΙΚΩΝ. — Συνελήφθησαν ἐπίσης τρεῖς γυναῖκες. ΟΙ ΚΑΤΑΔΟΤΑΙ ΕΠΙ ΤΟ ΕΡΓΟΝ. — Ἡ ΕΟΚΑ ἐξέδωσε προκήρυξιν κατὰ τῶν καταδοτῶν. ΟΙ ΦΟΒΟΙ ΤΩΝ ΤΟΥΡΚΩΝ. ΚΩΝΣΤΑΝΤΙΝΟΥΠΟΛΙΣ, 5. (Ρώυτερ). — Ὁ τουρκικὸς τύπος ἐκφράζει ἀνησυχίας. ΔΥΟ ΤΡΑΥΜΑΤΙΑΙ ΤΗΣ ΛΑΡΝΑΚΟΣ. ΠΟΣΑ ΑΕΡΟΠΛΑΝΑ ΚΑΤΕΣΤΡΑΦΗΣΑΝ. — Ἡ βρεταννικὴ ἀεροπορία ἀνεκοίνωσε τὸν ἀκριβῆ ἀριθμὸν τῶν ἀεροσκαφῶν. <box>659 782 1369 860</box>
article-headline: ΦΗΜΑΙ ΠΕΡΙ ΑΝΑΚΩΧΗΣ ΜΕΤΑΞΥ ΤΩΝ ΑΝΤΑΡΤΩΝ ΑΛΓΕΡΙΟΥ ΚΑΙ ΓΑΛΛΙΑΣ <box>650 2034 980 2111</box>
article-body: ΑΘΗΝΑΙ, 5. — Εἰς τὸν ναύσταθμον τοῦ Νόρφολκ τῶν Ἡνωμένων Πολιτειῶν παρελήφθησαν ὑπὸ ἀντιπροσωπείας τοῦ πολεμικοῦ ναυτικοῦ τὰ τέσσαρα ὀχηματαγωγὰ σκάφη, τὰ ὁποῖα παραχωροῦνται εἰς τὴν Ἑλλάδα. Τὰ πλοῖα θὰ καταπλεύσουν εἰς Πειραιᾶ ἐντὸς τοῦ μηνός. <box>445 886 641 978</box>
